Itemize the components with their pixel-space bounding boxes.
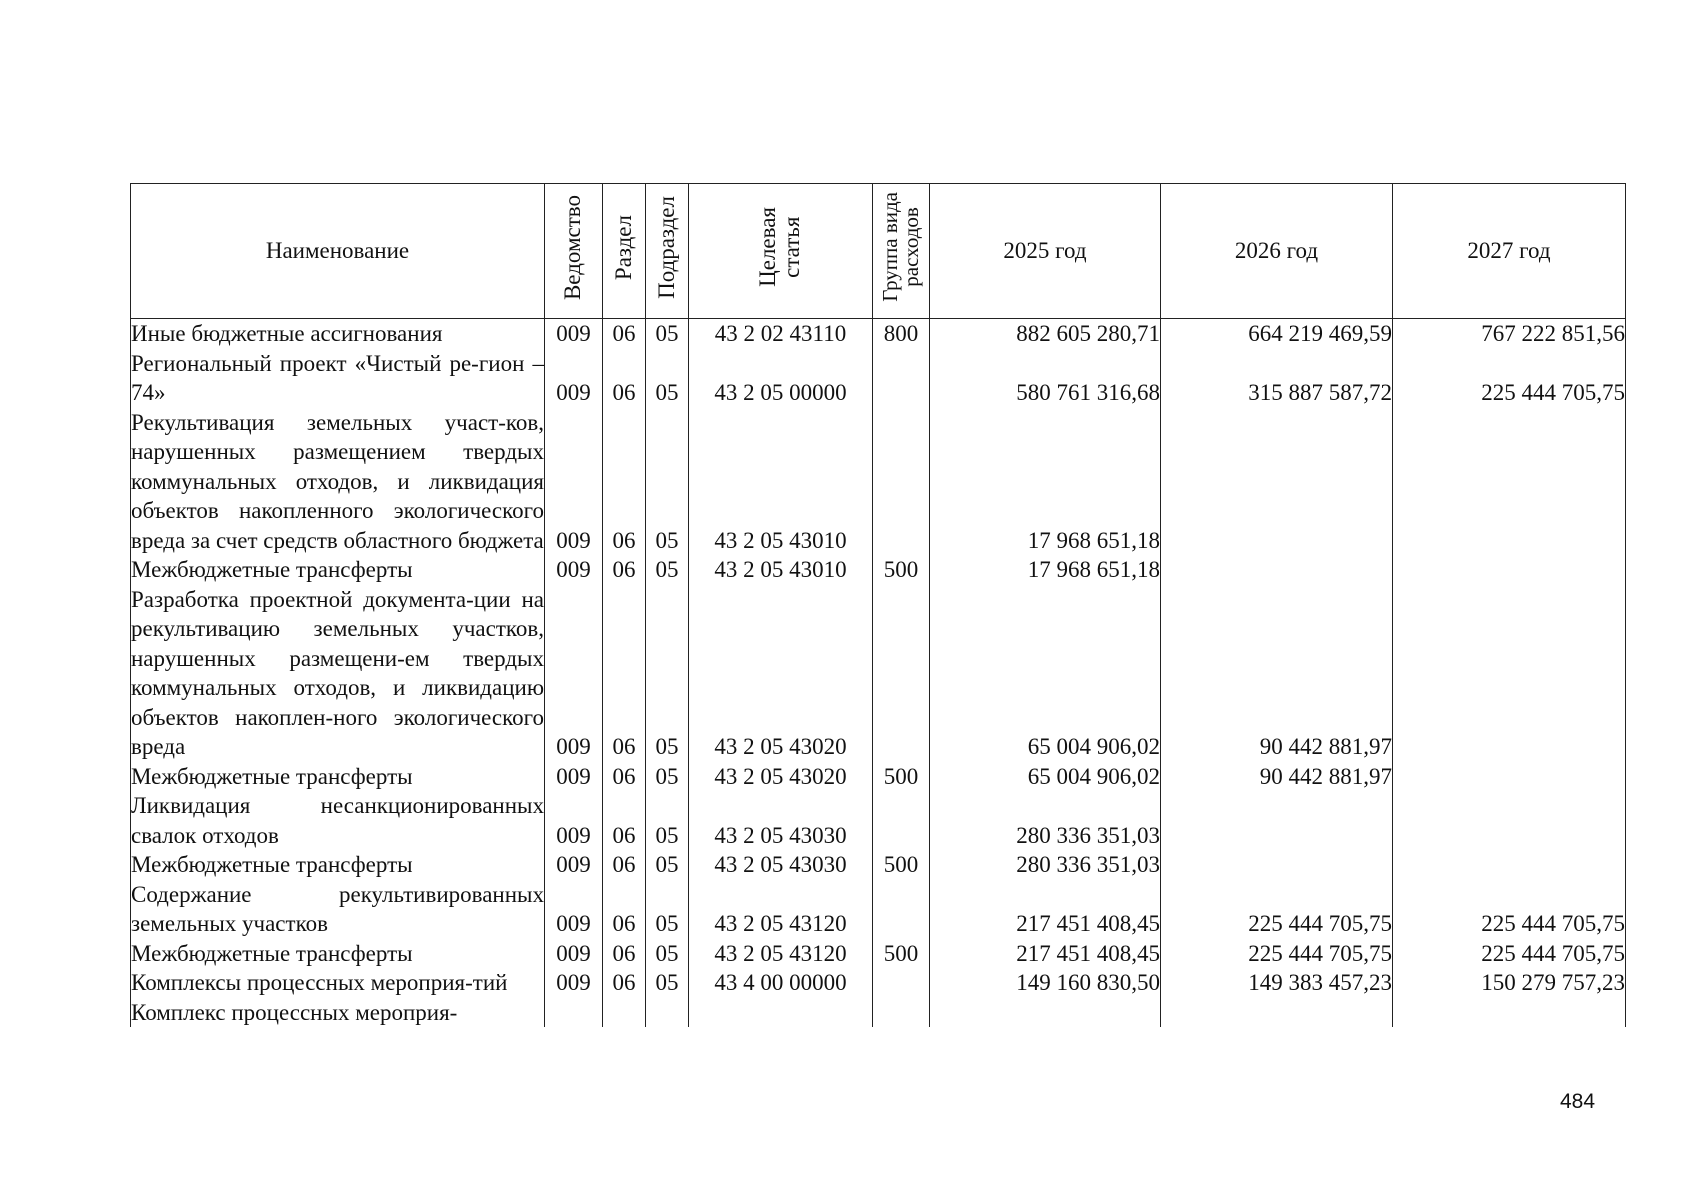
row-celevaya-statya: 43 2 02 43110 [689, 319, 873, 349]
row-podrazdel: 05 [646, 585, 689, 762]
row-amount-2026 [1161, 850, 1393, 880]
row-amount-2027 [1393, 585, 1626, 762]
row-vedomstvo: 009 [545, 555, 603, 585]
row-razdel: 06 [603, 880, 646, 939]
table-row [131, 850, 1626, 880]
row-name: Межбюджетные трансферты [131, 850, 545, 880]
row-amount-2025: 17 968 651,18 [930, 408, 1161, 556]
table-row [131, 555, 1626, 585]
table-row [131, 939, 1626, 969]
row-gruppa-vida [873, 349, 930, 408]
row-celevaya-statya: 43 2 05 43020 [689, 762, 873, 792]
row-razdel: 06 [603, 408, 646, 556]
table-row [131, 585, 1626, 762]
row-podrazdel: 05 [646, 762, 689, 792]
row-amount-2025: 580 761 316,68 [930, 349, 1161, 408]
row-gruppa-vida: 500 [873, 555, 930, 585]
row-podrazdel: 05 [646, 349, 689, 408]
header-2025: 2025 год [930, 184, 1161, 319]
row-razdel: 06 [603, 939, 646, 969]
row-podrazdel: 05 [646, 408, 689, 556]
header-podrazdel: Подраздел [646, 184, 689, 319]
row-vedomstvo: 009 [545, 939, 603, 969]
row-amount-2026: 225 444 705,75 [1161, 880, 1393, 939]
header-vedomstvo: Ведомство [545, 184, 603, 319]
row-gruppa-vida: 500 [873, 762, 930, 792]
row-gruppa-vida [873, 791, 930, 850]
row-podrazdel: 05 [646, 880, 689, 939]
header-2026: 2026 год [1161, 184, 1393, 319]
row-name: Рекультивация земельных участ-ков, нарушенных размещением твердых коммунальных отходов, и ликвидация объектов накопленного экологического вреда за счет средств областного бюджета [131, 408, 545, 556]
row-name: Межбюджетные трансферты [131, 762, 545, 792]
row-name: Межбюджетные трансферты [131, 555, 545, 585]
row-amount-2026 [1161, 408, 1393, 556]
row-vedomstvo: 009 [545, 880, 603, 939]
row-celevaya-statya [689, 998, 873, 1028]
row-vedomstvo: 009 [545, 968, 603, 998]
row-name: Иные бюджетные ассигнования [131, 319, 545, 349]
row-vedomstvo: 009 [545, 791, 603, 850]
row-gruppa-vida: 500 [873, 939, 930, 969]
table-row [131, 349, 1626, 408]
row-amount-2026: 90 442 881,97 [1161, 762, 1393, 792]
row-name: Содержание рекультивированных земельных участков [131, 880, 545, 939]
row-amount-2025: 65 004 906,02 [930, 762, 1161, 792]
header-gruppa-vida-rashodov: Группа вида расходов [873, 184, 930, 319]
row-vedomstvo: 009 [545, 762, 603, 792]
row-gruppa-vida: 800 [873, 319, 930, 349]
row-razdel: 06 [603, 762, 646, 792]
header-row [131, 184, 1626, 319]
row-amount-2027 [1393, 762, 1626, 792]
row-vedomstvo: 009 [545, 349, 603, 408]
row-celevaya-statya: 43 2 05 43010 [689, 408, 873, 556]
row-podrazdel: 05 [646, 555, 689, 585]
row-vedomstvo: 009 [545, 319, 603, 349]
row-podrazdel: 05 [646, 968, 689, 998]
row-amount-2027: 225 444 705,75 [1393, 939, 1626, 969]
header-razdel: Раздел [603, 184, 646, 319]
header-2027: 2027 год [1393, 184, 1626, 319]
row-amount-2027 [1393, 408, 1626, 556]
table-row [131, 998, 1626, 1028]
table-row [131, 319, 1626, 349]
row-gruppa-vida: 500 [873, 850, 930, 880]
header-celevaya-statya: Целевая статья [689, 184, 873, 319]
row-vedomstvo: 009 [545, 408, 603, 556]
row-celevaya-statya: 43 2 05 43120 [689, 939, 873, 969]
row-amount-2025: 149 160 830,50 [930, 968, 1161, 998]
row-amount-2026 [1161, 555, 1393, 585]
row-amount-2027: 150 279 757,23 [1393, 968, 1626, 998]
row-name: Межбюджетные трансферты [131, 939, 545, 969]
table-row [131, 762, 1626, 792]
row-vedomstvo [545, 998, 603, 1028]
row-podrazdel [646, 998, 689, 1028]
row-amount-2025: 217 451 408,45 [930, 939, 1161, 969]
row-name: Разработка проектной документа-ции на рекультивацию земельных участков, нарушенных размещени-ем твердых коммунальных отходов, и ликвидацию объектов накоплен-ного экологического вреда [131, 585, 545, 762]
table-row [131, 791, 1626, 850]
table-row [131, 880, 1626, 939]
row-gruppa-vida [873, 408, 930, 556]
row-gruppa-vida [873, 585, 930, 762]
row-podrazdel: 05 [646, 791, 689, 850]
row-amount-2026: 315 887 587,72 [1161, 349, 1393, 408]
row-amount-2025: 217 451 408,45 [930, 880, 1161, 939]
row-razdel: 06 [603, 319, 646, 349]
row-podrazdel: 05 [646, 939, 689, 969]
row-amount-2025 [930, 998, 1161, 1028]
row-amount-2026 [1161, 998, 1393, 1028]
row-amount-2027 [1393, 791, 1626, 850]
row-razdel: 06 [603, 968, 646, 998]
row-gruppa-vida [873, 998, 930, 1028]
row-amount-2026: 225 444 705,75 [1161, 939, 1393, 969]
row-amount-2025: 280 336 351,03 [930, 791, 1161, 850]
table-row [131, 968, 1626, 998]
row-name: Ликвидация несанкционированных свалок отходов [131, 791, 545, 850]
row-celevaya-statya: 43 2 05 43020 [689, 585, 873, 762]
row-razdel: 06 [603, 791, 646, 850]
row-amount-2026: 149 383 457,23 [1161, 968, 1393, 998]
table-row [131, 408, 1626, 556]
row-amount-2025: 280 336 351,03 [930, 850, 1161, 880]
row-amount-2025: 65 004 906,02 [930, 585, 1161, 762]
page-number: 484 [1560, 1090, 1596, 1113]
row-vedomstvo: 009 [545, 585, 603, 762]
row-amount-2027: 225 444 705,75 [1393, 880, 1626, 939]
row-amount-2026: 90 442 881,97 [1161, 585, 1393, 762]
row-celevaya-statya: 43 4 00 00000 [689, 968, 873, 998]
row-amount-2027 [1393, 555, 1626, 585]
row-celevaya-statya: 43 2 05 43120 [689, 880, 873, 939]
row-amount-2026 [1161, 791, 1393, 850]
row-vedomstvo: 009 [545, 850, 603, 880]
row-celevaya-statya: 43 2 05 43030 [689, 850, 873, 880]
header-name: Наименование [131, 184, 545, 319]
row-celevaya-statya: 43 2 05 43010 [689, 555, 873, 585]
row-amount-2027: 225 444 705,75 [1393, 349, 1626, 408]
row-podrazdel: 05 [646, 319, 689, 349]
row-podrazdel: 05 [646, 850, 689, 880]
row-amount-2027 [1393, 850, 1626, 880]
row-amount-2027: 767 222 851,56 [1393, 319, 1626, 349]
row-name: Комплексы процессных мероприя-тий [131, 968, 545, 998]
row-razdel: 06 [603, 349, 646, 408]
row-amount-2025: 17 968 651,18 [930, 555, 1161, 585]
row-amount-2025: 882 605 280,71 [930, 319, 1161, 349]
row-gruppa-vida [873, 880, 930, 939]
row-amount-2026: 664 219 469,59 [1161, 319, 1393, 349]
budget-table [130, 183, 1626, 1027]
row-name: Комплекс процессных мероприя- [131, 998, 545, 1028]
row-amount-2027 [1393, 998, 1626, 1028]
row-razdel [603, 998, 646, 1028]
row-name: Региональный проект «Чистый ре-гион – 74» [131, 349, 545, 408]
row-razdel: 06 [603, 555, 646, 585]
row-celevaya-statya: 43 2 05 43030 [689, 791, 873, 850]
row-celevaya-statya: 43 2 05 00000 [689, 349, 873, 408]
row-razdel: 06 [603, 585, 646, 762]
row-razdel: 06 [603, 850, 646, 880]
row-gruppa-vida [873, 968, 930, 998]
